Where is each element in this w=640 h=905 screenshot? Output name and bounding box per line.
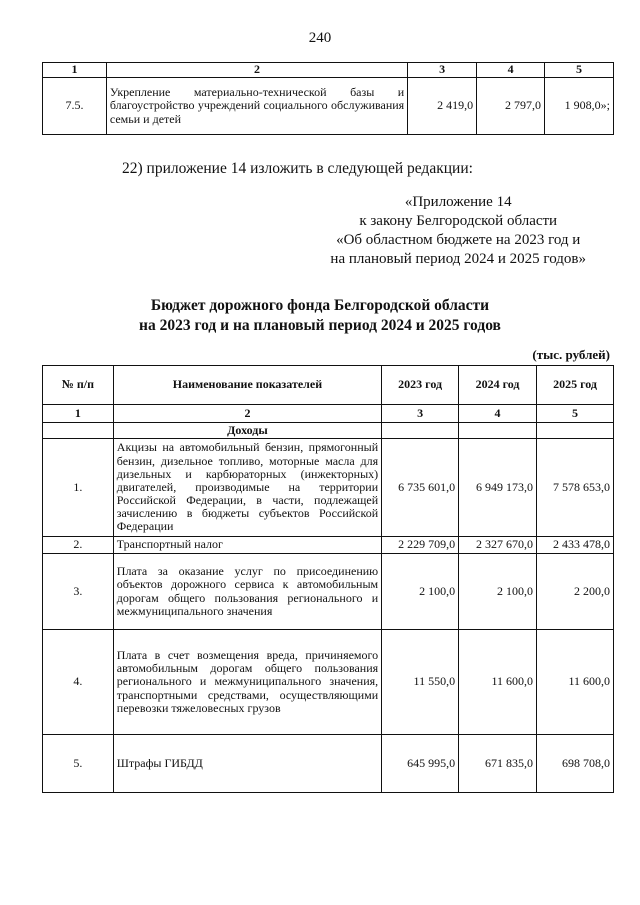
value-2025: 11 600,0 [537,630,614,735]
appendix-line: «Приложение 14 [404,194,512,210]
value-2023: 11 550,0 [382,630,459,735]
value-2024: 2 797,0 [477,78,545,135]
header-cell: 4 [477,63,545,78]
value-2024: 2 327 670,0 [459,537,537,554]
instruction-text: 22) приложение 14 изложить в следующей редакции: [122,160,473,177]
appendix-line: на плановый период 2024 и 2025 годов» [330,251,586,267]
index-cell: 4 [459,405,537,423]
header-2024: 2024 год [459,366,537,405]
appendix-heading [330,193,586,269]
row-name: Транспортный налог [113,537,381,554]
header-2023: 2023 год [382,366,459,405]
value-2023: 2 229 709,0 [382,537,459,554]
column-index-row [43,405,614,423]
title-line: на 2023 год и на плановый период 2024 и 2025 годов [139,317,501,334]
header-name: Наименование показателей [113,366,381,405]
value-2025: 2 433 478,0 [537,537,614,554]
table-row [43,78,614,135]
table-row [43,630,614,735]
value-2024: 6 949 173,0 [459,439,537,537]
units-label: (тыс. рублей) [532,347,610,362]
row-number: 3. [43,554,114,630]
row-number: 4. [43,630,114,735]
header-cell: 1 [43,63,107,78]
continued-table [42,62,614,135]
value-2025: 2 200,0 [537,554,614,630]
value-2025: 1 908,0»; [545,78,614,135]
table-row [43,537,614,554]
value-2023: 2 419,0 [408,78,477,135]
value-2024: 11 600,0 [459,630,537,735]
index-cell: 5 [537,405,614,423]
section-row [43,423,614,439]
value-2023: 6 735 601,0 [382,439,459,537]
row-number: 1. [43,439,114,537]
row-name: Плата в счет возмещения вреда, причиняемого автомобильным дорогам общего пользования регионального и межмуниципального значения, транспортными средствами, осуществляющими перевозки тяжеловесных грузов [113,630,381,735]
table-row [43,439,614,537]
page-number: 240 [308,30,332,46]
value-2025: 698 708,0 [537,735,614,793]
value-2025: 7 578 653,0 [537,439,614,537]
row-name: Штрафы ГИБДД [113,735,381,793]
value-2023: 645 995,0 [382,735,459,793]
budget-table-header [43,366,614,405]
value-2024: 2 100,0 [459,554,537,630]
header-2025: 2025 год [537,366,614,405]
row-number: 5. [43,735,114,793]
budget-table [42,365,614,793]
header-cell: 2 [106,63,407,78]
section-label: Доходы [113,423,381,439]
value-2024: 671 835,0 [459,735,537,793]
header-number: № п/п [43,366,114,405]
appendix-line: к закону Белгородской области [359,213,558,229]
row-number: 2. [43,537,114,554]
table-row [43,735,614,793]
row-name: Укрепление материально-технической базы и благоустройство учреждений социального обслуживания семьи и детей [106,78,407,135]
index-cell: 2 [113,405,381,423]
row-number: 7.5. [43,78,107,135]
title-line: Бюджет дорожного фонда Белгородской области [150,297,490,314]
appendix-line: «Об областном бюджете на 2023 год и [336,232,581,248]
table-row [43,554,614,630]
continued-table-header [43,63,614,78]
index-cell: 1 [43,405,114,423]
header-cell: 5 [545,63,614,78]
row-name: Плата за оказание услуг по присоединению объектов дорожного сервиса к автомобильным дорогам общего пользования регионального и межмуниципального значения [113,554,381,630]
header-cell: 3 [408,63,477,78]
document-title [0,296,640,336]
row-name: Акцизы на автомобильный бензин, прямогонный бензин, дизельное топливо, моторные масла для дизельных и карбюраторных (инжекторных) двигателей, производимые на территории Российской Федерации, в части, подлежащей зачислению в бюджеты субъектов Российской Федерации [113,439,381,537]
value-2023: 2 100,0 [382,554,459,630]
index-cell: 3 [382,405,459,423]
